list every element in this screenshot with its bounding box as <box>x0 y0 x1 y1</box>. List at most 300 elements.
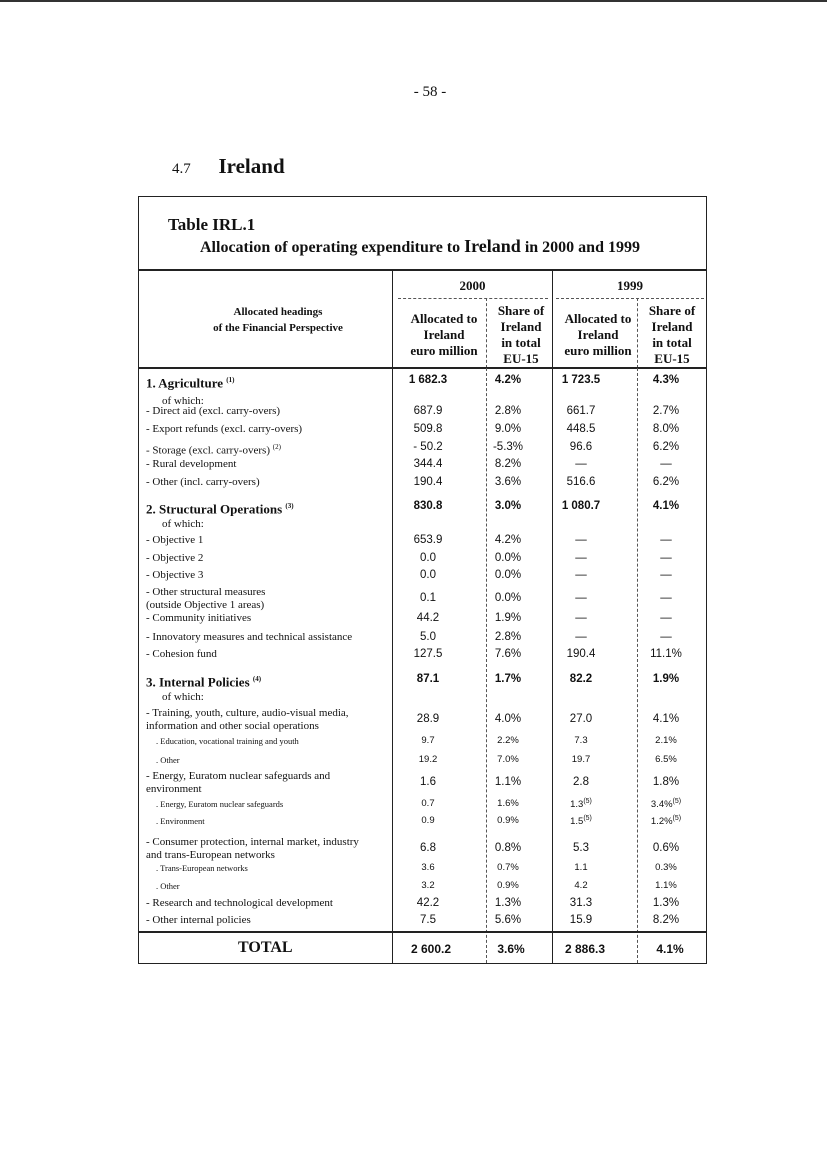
share-2000-cell <box>473 798 543 809</box>
alloc-2000-cell <box>393 713 463 725</box>
cell-value: 0.9% <box>497 880 519 891</box>
cell-value: 2.1% <box>655 735 677 746</box>
share-1999-cell <box>631 405 701 417</box>
cell-value: — <box>575 552 587 564</box>
total-alloc-2000: 2 600.2 <box>410 942 452 956</box>
table-row <box>146 914 706 932</box>
alloc-2000-cell <box>393 815 463 826</box>
table-row <box>146 405 706 423</box>
cell-value: 1.3 <box>570 799 584 811</box>
alloc-1999-cell <box>546 842 616 854</box>
alloc-2000-cell <box>393 476 463 488</box>
alloc-1999-cell <box>546 552 616 564</box>
alloc-2000-cell <box>393 880 463 891</box>
cell-value: 1.6 <box>420 776 436 788</box>
cell-value: — <box>575 534 587 546</box>
cell-value: 1.8% <box>652 776 680 788</box>
footnote-marker: (3) <box>285 502 294 510</box>
cell-value: 2.8% <box>494 631 522 643</box>
share-2000-cell <box>473 569 543 581</box>
cell-value: 27.0 <box>569 713 593 725</box>
footnote-marker: (5) <box>672 815 682 822</box>
share-1999-cell <box>631 476 701 488</box>
cell-value: 1.7% <box>494 673 522 685</box>
row-label-text: . Other <box>156 881 180 891</box>
share-1999-cell <box>631 914 701 926</box>
alloc-1999-cell <box>546 897 616 909</box>
cell-value: 1 682.3 <box>408 374 448 386</box>
share-1999-cell <box>631 374 701 386</box>
share-1999-cell <box>631 552 701 564</box>
footnote-marker: (5) <box>583 815 592 822</box>
cell-value: 82.2 <box>569 673 593 685</box>
alloc-1999-cell <box>546 458 616 470</box>
table-id: Table IRL.1 <box>168 215 256 234</box>
row-label-text: - Direct aid (excl. carry-overs) <box>146 405 281 417</box>
share-1999-cell <box>631 862 701 873</box>
table-row <box>146 673 706 691</box>
alloc-2000-cell <box>393 776 463 788</box>
cell-value: 0.6% <box>652 842 680 854</box>
alloc-2000-cell <box>393 798 463 809</box>
row-label <box>146 798 406 811</box>
table-row <box>146 569 706 587</box>
alloc-2000-cell <box>393 754 463 765</box>
share-2000-cell <box>473 374 543 386</box>
alloc-2000-cell <box>393 500 463 512</box>
cell-value: 44.2 <box>416 612 440 624</box>
share-1999-cell <box>631 842 701 854</box>
footnote-marker: (1) <box>226 376 235 384</box>
alloc-1999-cell <box>546 500 616 512</box>
table-row <box>146 836 706 861</box>
cell-value: 2.2% <box>497 735 519 746</box>
share-1999-cell <box>631 735 701 746</box>
cell-value: 3.6 <box>421 862 435 873</box>
cell-value: 0.3% <box>655 862 677 873</box>
alloc-2000-cell <box>393 842 463 854</box>
cell-value: 0.9% <box>497 815 519 826</box>
share-2000-cell <box>473 862 543 873</box>
total-alloc-1999: 2 886.3 <box>564 942 606 956</box>
cell-value: 15.9 <box>569 914 593 926</box>
row-label-text: - Other internal policies <box>146 914 251 926</box>
cell-value: 448.5 <box>566 423 596 435</box>
header-bottom-rule <box>138 367 707 369</box>
cell-value: 830.8 <box>413 500 443 512</box>
cell-value: — <box>575 631 587 643</box>
table-row <box>146 707 706 732</box>
cell-value: - 50.2 <box>413 441 443 453</box>
share-1999-cell <box>631 441 701 453</box>
cell-value: 7.3 <box>574 735 588 746</box>
cell-value: 19.7 <box>571 754 591 765</box>
alloc-2000-cell <box>393 914 463 926</box>
row-label-text: 1. Agriculture <box>146 375 224 391</box>
row-label <box>146 862 406 875</box>
cell-value: 7.6% <box>494 648 522 660</box>
row-label <box>146 880 406 893</box>
share-2000-cell <box>473 500 543 512</box>
alloc-2000-cell <box>393 897 463 909</box>
table-row <box>146 500 706 518</box>
cell-value: 31.3 <box>569 897 593 909</box>
row-label-text: of which: <box>162 395 204 407</box>
row-label <box>146 735 406 748</box>
cell-value: 9.0% <box>494 423 522 435</box>
share-1999-cell <box>631 754 701 765</box>
share-2000-cell <box>473 534 543 546</box>
cell-value: — <box>660 592 672 604</box>
cell-value: 1.9% <box>494 612 522 624</box>
alloc-1999-cell <box>546 405 616 417</box>
cell-value: 509.8 <box>413 423 443 435</box>
share-1999-cell <box>631 713 701 725</box>
cell-value: 3.6% <box>494 476 522 488</box>
row-label <box>146 458 396 471</box>
row-label-text: 3. Internal Policies <box>146 674 250 690</box>
alloc-2000-cell <box>393 552 463 564</box>
share-1999-cell <box>631 458 701 470</box>
share-2000-cell <box>473 648 543 660</box>
caption-pre: Allocation of operating expenditure to <box>200 239 461 256</box>
table-row <box>146 862 706 880</box>
cell-value: — <box>660 612 672 624</box>
alloc-1999-cell <box>546 713 616 725</box>
share-2000-cell <box>473 476 543 488</box>
row-label-text: . Trans-European networks <box>156 863 248 873</box>
share-2000-cell <box>473 405 543 417</box>
table-row <box>146 374 706 392</box>
share-1999-cell <box>631 500 701 512</box>
share-2000-cell <box>473 713 543 725</box>
table-row <box>146 458 706 476</box>
footnote-marker: (2) <box>272 443 281 451</box>
alloc-2000-cell <box>393 569 463 581</box>
alloc-1999-cell <box>546 534 616 546</box>
alloc-2000-cell <box>393 648 463 660</box>
row-label <box>146 897 396 910</box>
share-1999-cell <box>631 776 701 788</box>
header-share-1999: Share of Ireland in total EU-15 <box>648 303 696 366</box>
row-label <box>146 405 396 418</box>
row-label <box>146 423 396 436</box>
header-share-2000: Share of Ireland in total EU-15 <box>497 303 545 366</box>
cell-value: 344.4 <box>413 458 443 470</box>
cell-value: 4.3% <box>652 374 680 386</box>
table-row <box>146 798 706 816</box>
cell-value: 1.3% <box>652 897 680 909</box>
cell-value: 3.0% <box>494 500 522 512</box>
table-row <box>146 552 706 570</box>
share-2000-cell <box>473 897 543 909</box>
cell-value: — <box>575 569 587 581</box>
share-2000-cell <box>473 552 543 564</box>
cell-value: — <box>660 569 672 581</box>
total-share-1999: 4.1% <box>656 942 684 956</box>
share-1999-cell <box>631 612 701 624</box>
cell-value: 0.0% <box>494 552 522 564</box>
cell-value: 6.5% <box>655 754 677 765</box>
alloc-2000-cell <box>393 612 463 624</box>
table-row <box>146 586 706 611</box>
share-2000-cell <box>473 592 543 604</box>
cell-value: 4.2% <box>494 534 522 546</box>
cell-value: 1 723.5 <box>561 374 601 386</box>
cell-value: 0.0 <box>420 552 436 564</box>
row-label <box>146 836 396 862</box>
row-label-text: - Export refunds (excl. carry-overs) <box>146 423 303 435</box>
cell-value: 8.2% <box>494 458 522 470</box>
row-label-text: - Objective 3 <box>146 569 204 581</box>
cell-value: — <box>575 592 587 604</box>
alloc-1999-cell <box>546 754 616 765</box>
share-1999-cell <box>631 648 701 660</box>
cell-value: 2.8 <box>573 776 589 788</box>
share-1999-cell <box>631 815 701 827</box>
cell-value: 2.7% <box>652 405 680 417</box>
row-label <box>146 586 396 612</box>
row-label-text: . Other <box>156 755 180 765</box>
table-row <box>146 631 706 649</box>
year-2000: 2000 <box>459 278 486 293</box>
cell-value: — <box>660 631 672 643</box>
cell-value: 1.2% <box>650 816 673 828</box>
alloc-1999-cell <box>546 569 616 581</box>
row-label <box>146 707 396 733</box>
page-number: - 58 - <box>413 84 447 100</box>
header-dash-1999 <box>556 298 704 299</box>
row-label <box>146 552 396 565</box>
alloc-2000-cell <box>393 862 463 873</box>
cell-value: 0.7 <box>421 798 435 809</box>
share-2000-cell <box>473 673 543 685</box>
alloc-1999-cell <box>546 612 616 624</box>
section-title: Ireland <box>218 154 285 178</box>
cell-value: 4.0% <box>494 713 522 725</box>
cell-value: 9.7 <box>421 735 435 746</box>
row-label-text: - Energy, Euratom nuclear safeguards and environment <box>146 770 331 795</box>
cell-value: 4.2 <box>574 880 588 891</box>
row-label <box>146 534 396 547</box>
share-2000-cell <box>473 458 543 470</box>
top-rule <box>0 0 827 2</box>
cell-value: — <box>660 458 672 470</box>
share-1999-cell <box>631 631 701 643</box>
share-1999-cell <box>631 569 701 581</box>
alloc-2000-cell <box>393 423 463 435</box>
cell-value: — <box>575 612 587 624</box>
section-heading <box>172 154 285 179</box>
cell-value: 5.6% <box>494 914 522 926</box>
share-2000-cell <box>473 423 543 435</box>
cell-value: 6.8 <box>420 842 436 854</box>
alloc-2000-cell <box>393 592 463 604</box>
cell-value: 0.0 <box>420 569 436 581</box>
header-allocated-1999: Allocated to Ireland euro million <box>564 311 632 358</box>
table-row <box>146 815 706 833</box>
cell-value: 516.6 <box>566 476 596 488</box>
share-2000-cell <box>473 441 543 453</box>
cell-value: 0.7% <box>497 862 519 873</box>
footnote-marker: (5) <box>672 798 682 805</box>
cell-value: 19.2 <box>418 754 438 765</box>
row-label-text: . Energy, Euratom nuclear safeguards <box>156 799 284 809</box>
cell-value: 7.0% <box>497 754 519 765</box>
table-row <box>146 648 706 666</box>
cell-value: 3.2 <box>421 880 435 891</box>
section-number: 4.7 <box>172 161 191 177</box>
cell-value: — <box>575 458 587 470</box>
row-label <box>146 569 396 582</box>
alloc-2000-cell <box>393 673 463 685</box>
row-label <box>146 673 396 688</box>
share-2000-cell <box>473 776 543 788</box>
cell-value: 1 080.7 <box>561 500 601 512</box>
table-row <box>146 880 706 898</box>
share-1999-cell <box>631 798 701 810</box>
cell-value: 1.9% <box>652 673 680 685</box>
header-allocated-headings: Allocated headings of the Financial Perspective <box>213 306 343 334</box>
row-label-text: - Objective 1 <box>146 534 204 546</box>
row-label <box>146 374 396 389</box>
cell-value: 5.0 <box>420 631 436 643</box>
table-row <box>146 476 706 494</box>
row-label-text: - Objective 2 <box>146 552 204 564</box>
table-caption <box>200 236 640 257</box>
cell-value: 1.1 <box>574 862 588 873</box>
cell-value: 127.5 <box>413 648 443 660</box>
alloc-1999-cell <box>546 423 616 435</box>
alloc-2000-cell <box>393 534 463 546</box>
share-2000-cell <box>473 612 543 624</box>
share-1999-cell <box>631 534 701 546</box>
header-allocated-2000: Allocated to Ireland euro million <box>410 311 478 358</box>
row-label-text: of which: <box>162 518 204 530</box>
footnote-marker: (5) <box>583 798 592 805</box>
table-row <box>146 735 706 753</box>
table-row <box>146 441 706 459</box>
cell-value: -5.3% <box>492 441 524 453</box>
share-2000-cell <box>473 735 543 746</box>
cell-value: 6.2% <box>652 476 680 488</box>
share-2000-cell <box>473 631 543 643</box>
alloc-2000-cell <box>393 735 463 746</box>
caption-post: in 2000 and 1999 <box>524 239 640 256</box>
alloc-1999-cell <box>546 880 616 891</box>
cell-value: 1.5 <box>570 816 584 828</box>
alloc-1999-cell <box>546 476 616 488</box>
share-1999-cell <box>631 592 701 604</box>
row-label <box>146 631 396 644</box>
total-divider-2000 <box>392 932 393 963</box>
share-2000-cell <box>473 914 543 926</box>
cell-value: 4.1% <box>652 500 680 512</box>
alloc-1999-cell <box>546 592 616 604</box>
cell-value: 3.4% <box>650 799 673 811</box>
alloc-1999-cell <box>546 862 616 873</box>
share-2000-cell <box>473 880 543 891</box>
cell-value: 5.3 <box>573 842 589 854</box>
cell-value: 0.9 <box>421 815 435 826</box>
total-top-rule <box>138 931 707 933</box>
alloc-1999-cell <box>546 648 616 660</box>
cell-value: 2.8% <box>494 405 522 417</box>
row-label-text: - Consumer protection, internal market, industry and trans-European networks <box>146 836 359 861</box>
cell-value: 6.2% <box>652 441 680 453</box>
row-label-text: - Other (incl. carry-overs) <box>146 476 260 488</box>
row-label <box>146 691 412 704</box>
row-label <box>146 612 396 625</box>
row-label-text: - Research and technological development <box>146 897 333 909</box>
share-1999-cell <box>631 423 701 435</box>
row-label <box>146 815 406 828</box>
cell-value: 0.8% <box>494 842 522 854</box>
share-1999-cell <box>631 673 701 685</box>
row-label-text: - Community initiatives <box>146 612 252 624</box>
row-label-text: - Innovatory measures and technical assistance <box>146 631 353 643</box>
row-label-text: of which: <box>162 691 204 703</box>
row-label-text: - Training, youth, culture, audio-visual media, information and other social operations <box>146 707 349 732</box>
table-row <box>146 423 706 441</box>
alloc-1999-cell <box>546 815 616 827</box>
col-divider-2000 <box>392 270 393 368</box>
cell-value: 1.1% <box>655 880 677 891</box>
cell-value: — <box>660 534 672 546</box>
alloc-1999-cell <box>546 441 616 453</box>
row-label <box>146 648 396 661</box>
caption-country: Ireland <box>464 236 521 256</box>
row-label <box>146 476 396 489</box>
cell-value: — <box>660 552 672 564</box>
row-label <box>146 518 412 531</box>
row-label-text: - Rural development <box>146 458 237 470</box>
row-label-text: . Environment <box>156 816 205 826</box>
share-1999-cell <box>631 897 701 909</box>
alloc-1999-cell <box>546 776 616 788</box>
table-row <box>146 770 706 795</box>
row-label <box>146 754 406 767</box>
cell-value: 7.5 <box>420 914 436 926</box>
alloc-1999-cell <box>546 374 616 386</box>
alloc-1999-cell <box>546 673 616 685</box>
row-label <box>146 770 396 796</box>
footnote-marker: (4) <box>252 675 262 683</box>
alloc-2000-cell <box>393 458 463 470</box>
alloc-2000-cell <box>393 405 463 417</box>
share-2000-cell <box>473 815 543 826</box>
cell-value: 11.1% <box>650 648 682 660</box>
cell-value: 661.7 <box>566 405 596 417</box>
cell-value: 8.0% <box>652 423 680 435</box>
row-label-text: . Education, vocational training and youth <box>156 736 299 746</box>
table-row <box>146 897 706 915</box>
cell-value: 687.9 <box>413 405 443 417</box>
alloc-2000-cell <box>393 441 463 453</box>
cell-value: 1.3% <box>494 897 522 909</box>
share-1999-cell <box>631 880 701 891</box>
header-top-rule <box>138 269 707 271</box>
row-label-text: - Cohesion fund <box>146 648 217 660</box>
total-label: TOTAL <box>238 939 293 956</box>
table-row <box>146 612 706 630</box>
year-1999: 1999 <box>617 278 643 293</box>
row-label <box>146 914 396 927</box>
total-share-2000: 3.6% <box>497 942 525 956</box>
share-2000-cell <box>473 842 543 854</box>
alloc-1999-cell <box>546 914 616 926</box>
alloc-2000-cell <box>393 631 463 643</box>
